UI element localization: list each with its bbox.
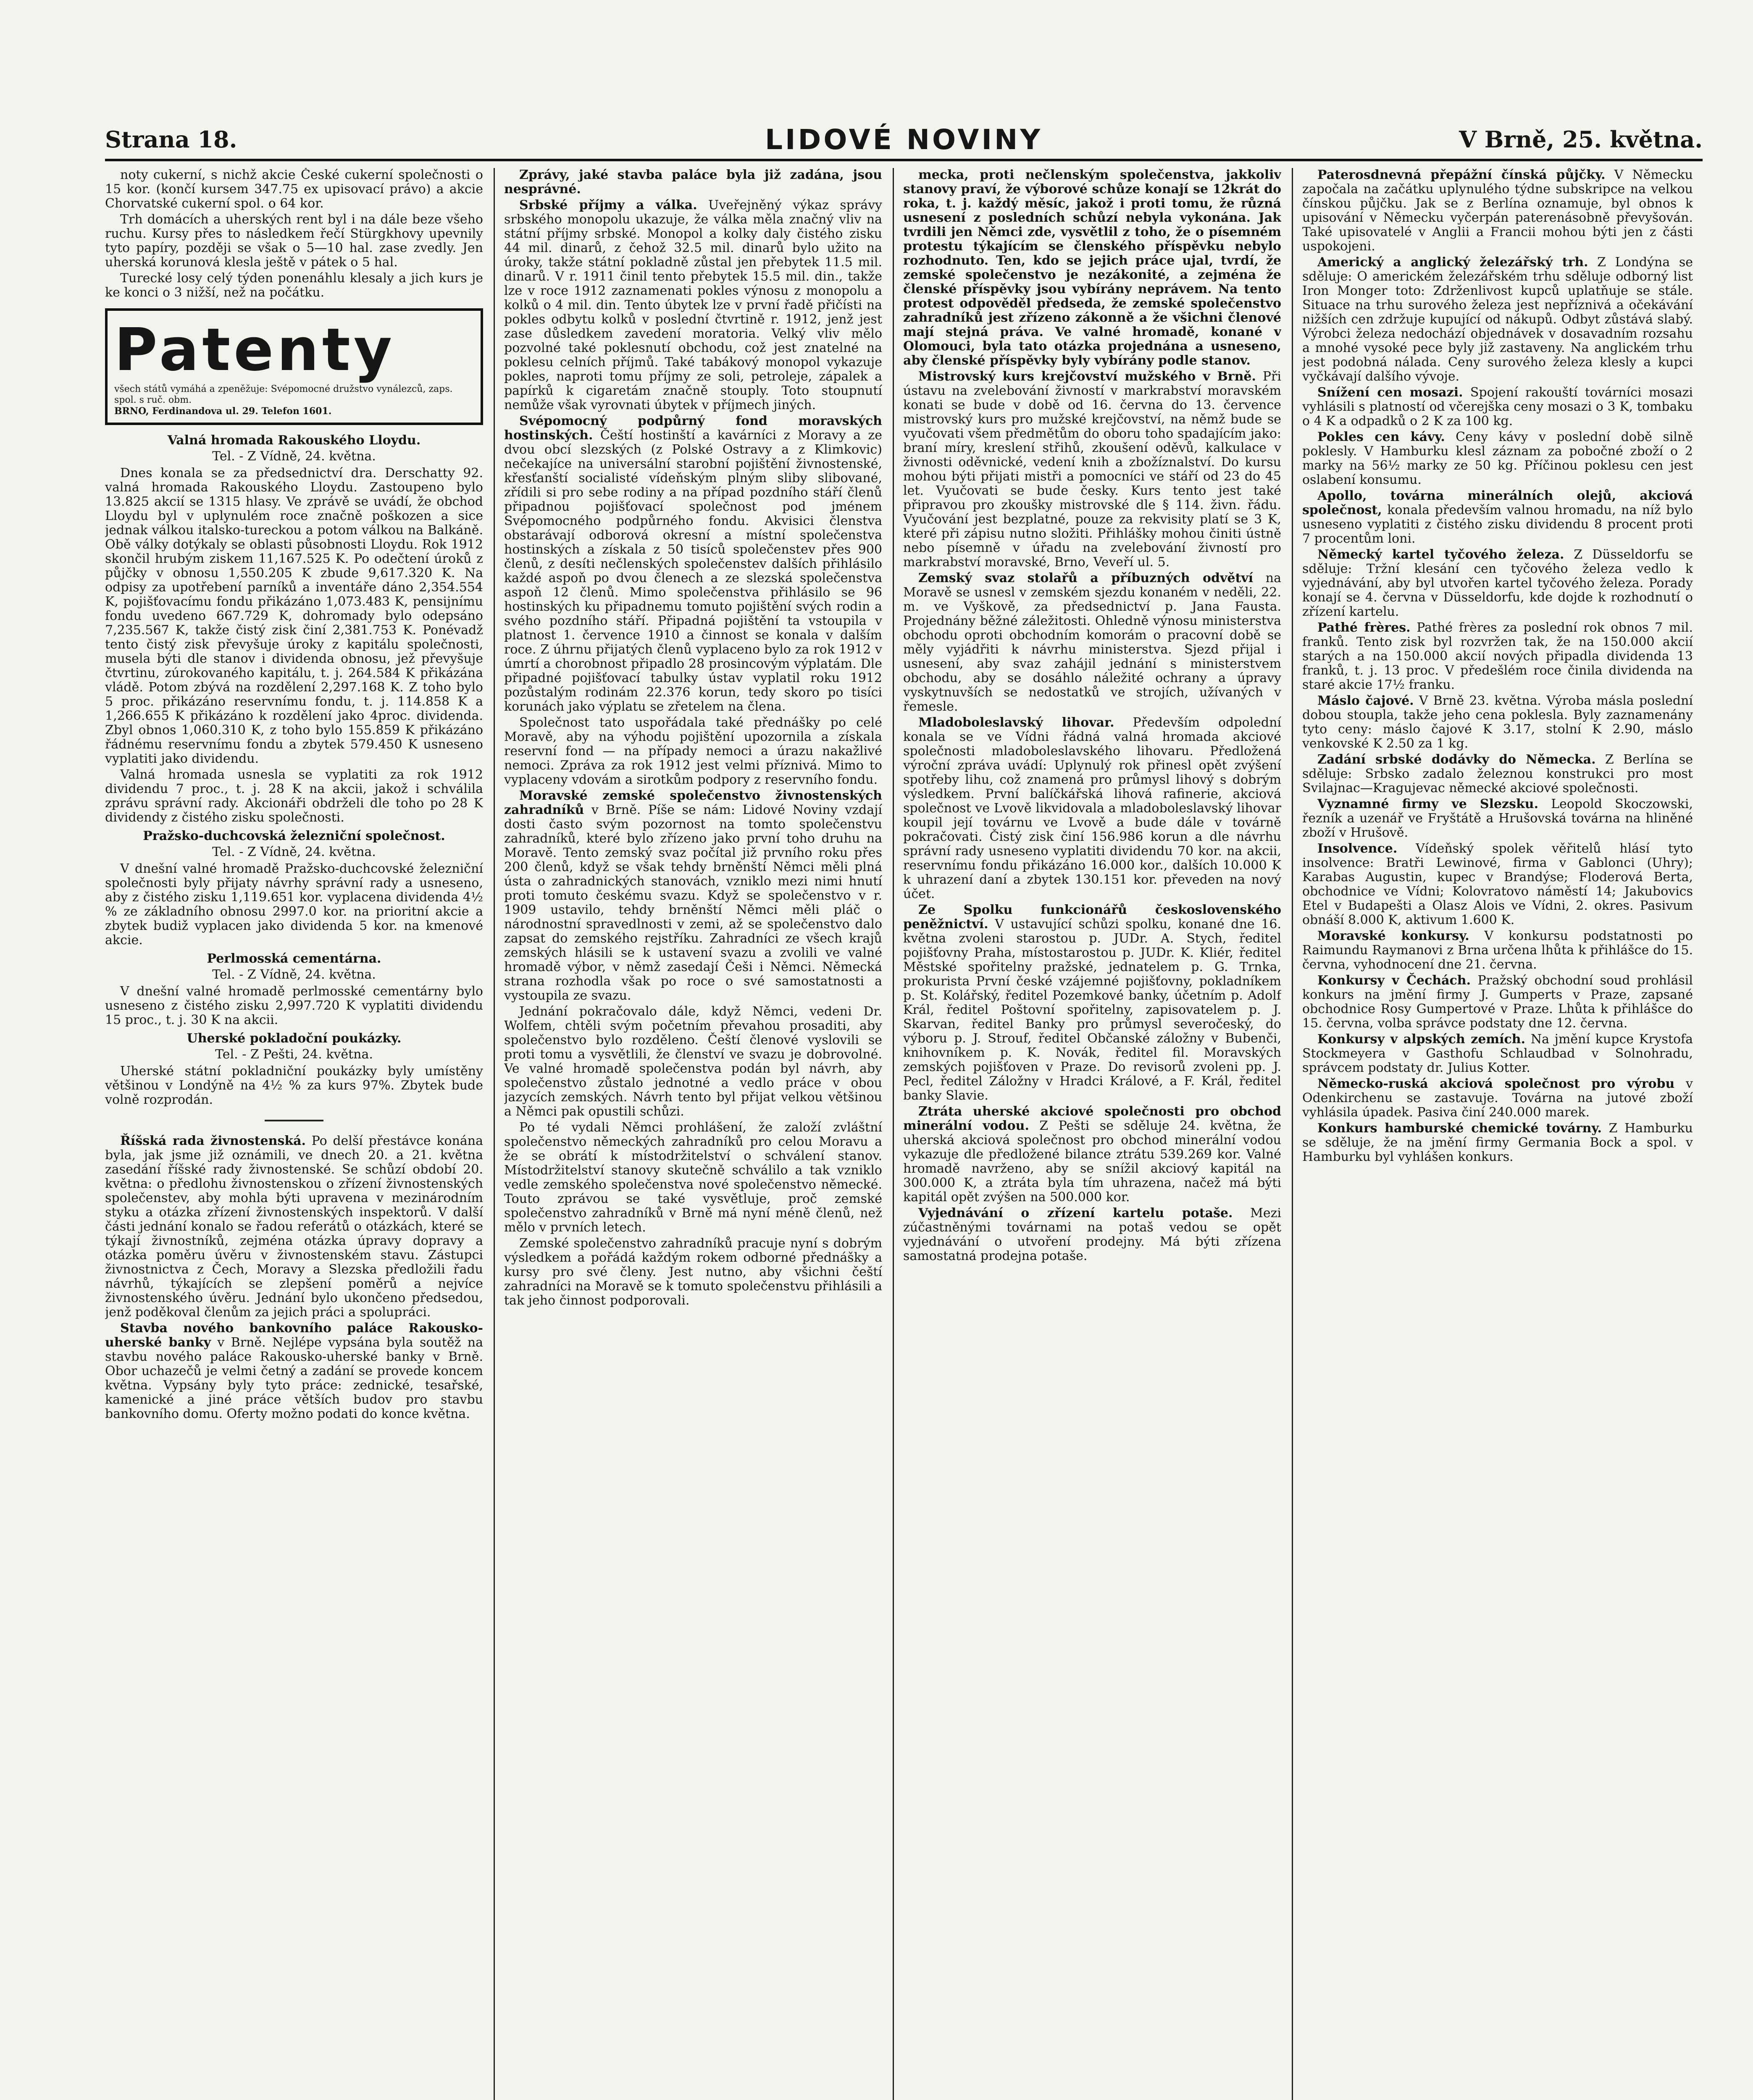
article-text: noty cukerní, s nichž akcie České cukerní společnosti o 15 kor. (končí kursem 347.75 ex upisovací právo) a akcie Chorvatské cukerní spol. o 64 kor. [105,168,483,211]
article-heading: Svépomocný podpůrný fond moravských hostinských. [504,414,882,443]
article-heading: Americký a anglický železářský trh. [1317,255,1588,270]
article-text: Pathé frères za poslední rok obnos 7 mil. franků. Tento zisk byl rozvržen tak, že na 150.000 akcií starých a na 150.000 akcií nových připadla dividenda 13 franků, t. j. 13 proc. V předešlém roce činila dividenda na staré akcie 17½ franku. [1302,620,1693,692]
article-text: Z Hamburku se sděluje, že na jmění firmy Germania Bock a spol. v Hamburku byl vyhlášen konkurs. [1302,1121,1693,1164]
article-heading: Vyznamné firmy ve Slezsku. [1317,797,1539,811]
article-text: V konkursu podstatnosti po Raimundu Raymanovi z Brna určena lhůta k přihlášce do 15. června, vyhodnocení dne 21. června. [1302,929,1693,972]
article-text: V ustavující schůzi spolku, konané dne 16. května zvoleni starostou p. JUDr. A. Stych, ředitel pojišťovny Praha, místostarostou p. JUDr. K. Kliér, ředitel Městské spořitelny pražské, jednatelem p. G. Trnka, prokurista První české vzájemné pojišťovny, pokladníkem p. St. Kolářský, ředitel Pozemkové banky, účetním p. Adolf Král, ředitel Poštovní spořitelny, zapisovatelem p. J. Skarvan, ředitel Banky pro průmysl severočeský, do výboru p. J. Strouf, ředitel Občanské záložny v Bubenči, knihovníkem p. K. Novák, ředitel fil. Moravských zemských pojišťoven v Praze. Do revisorů zvoleni pp. J. Pecl, ředitel Záložny v Hradci Králové, a F. Král, ředitel banky Slavie. [903,917,1281,1103]
article-text: V dnešní valné hromadě Pražsko-duchcovské železniční společnosti byly přijaty návrhy správní rady a usneseno, aby z čistého zisku 1,119.651 kor. vyplacena dividenda 4½ % ze základního obnosu 2997.0 kor. na prioritní akcie a zbytek budiž vyplacen jako dividenda 5 kor. na kmenové akcie. [105,861,483,948]
article-dateline: Tel. - Z Pešti, 24. května. [215,1047,373,1062]
article-heading: Valná hromada Rakouského Lloydu. [167,433,421,448]
section-separator [265,1120,323,1121]
article-text: Při ústavu na zvelebování živností v markrabství moravském konati se bude v době od 16. června do 13. července mistrovský kurs pro mužské krejčovství, na němž bude se vyučovati všem předmětům do oboru toho spadajícím jako: braní míry, kreslení střihů, zkoušení oděvů, kalkulace v živnosti oděvnické, vedení knih a zbožíznalství. Do kursu mohou býti přijati mistři a pomocníci ve stáří od 23 do 45 let. Vyučovati se bude česky. Kurs tento jest také připravou pro zkoušky mistrovské dle § 114. živn. řádu. Vyučování jest bezplatné, pouze za rekvisity platí se 3 K, které při zápisu nutno složiti. Přihlášky mohou činiti ústně nebo písemně v úřadu na zvelebování živností pro markrabství moravské, Brno, Veveří ul. 5. [903,369,1281,570]
issue-date: V Brně, 25. května. [1459,126,1703,153]
article-heading: Konkurs hamburské chemické továrny. [1317,1121,1602,1136]
column-divider [893,168,894,2100]
article-text: Z Düsseldorfu se sděluje: Tržní klesání cen tyčového železa vedlo k vyjednávání, aby byl utvořen kartel tyčového železa. Porady konají se 4. června v Düsseldorfu, kde dojde k rozhodnutí o zřízení kartelu. [1302,547,1693,619]
article-heading: Pražsko-duchcovská železniční společnost. [143,829,445,843]
article-text: Po té vydali Němci prohlášení, že založí zvláštní společenstvo německých zahradníků pro celou Moravu a že se obrátí k místodržitelství o schválení stanov. Místodržitelství stanovy skutečně schválilo a tak vzniklo vedle zemského společenstva nové společenstvo německé. Touto zprávou se také vysvětluje, proč zemské společenstvo zahradníků v Brně má nyní méně členů, než mělo v prvních letech. [504,1120,882,1235]
article-text: Čeští hostinští a kavárníci z Moravy a ze dvou obcí slezských (z Polské Ostravy a z Klimkovic) nečekajíce na universální starobní pojištění živnostenské, křesťanští socialisté vídeňským plným sliby slibované, zřídili si pro sebe rodiny a na případ pozdního stáří členů připadnou pojišťovací společnost pod jménem Svépomocného podpůrného fondu. Akvisici členstva obstarávají odborová okresní a místní společenstva hostinských a získala z 50 tisíců společenstev přes 900 členů, z desíti nečlenských společenstev dalších přihlásilo každé aspoň po dvou členech a ze slezská společenstva aspoň 12 členů. Mimo společenstva přihlásilo se 96 hostinských ku připadnemu tomuto pojištění svých rodin a svého pozdního stáří. Připadná pojištění ta vstoupila v platnost 1. července 1910 a činnost se konala v dalším roce. Z úhrnu přijatých členů vyplaceno bylo za rok 1912 v úmrtí a chorobnost připadlo 28 prosincovým výplatám. Dle připadné pojišťovací tabulky ústav vyplatil roku 1912 pozůstalým rodinám 22.376 korun, tedy skoro po tisíci korunách jako výplatu se zřetelem na člena. [504,428,882,714]
article-text: Po delší přestávce konána byla, jak jsme již oznámili, ve dnech 20. a 21. května zasedání říšské rady živnostenské. Se schůzí období 20. května: o předlohu živnostenskou o zřízení živnostenských společenstev, aby mohla býti upravena v mezinárodním styku a otázka zřízení živnostenských inspektorů. V další části jednání konalo se řadou referátů o otázkách, které se týkají živnostníků, zejména otázka úpravy dopravy a otázka poměru úvěru v živnostenském stavu. Zástupci živnostnictva z Čech, Moravy a Slezska předložili řadu návrhů, týkajících se zlepšení poměrů a nejvíce živnostenského úvěru. Jednání bylo ukončeno předsedou, jenž poděkoval členům za jejich práci a spolupráci. [105,1134,483,1320]
article-text: Společnost tato uspořádala také přednášky po celé Moravě, aby na výhodu pojištění upozornila a získala reservní fond — na případy nemoci a úrazu nakažlivé nemoci. Zpráva za rok 1912 jest velmi příznivá. Mimo to vyplaceny vdovám a sirotkům podpory z reservního fondu. [504,715,882,787]
article-text: Uherské státní pokladniční poukázky byly umístěny většinou v Londýně na 4½ % za kurs 97%. Zbytek bude volně rozprodán. [105,1064,483,1107]
article-heading: Snížení cen mosazi. [1317,385,1463,400]
article-heading: Paterosdnevná přepážní čínská půjčky. [1317,168,1606,182]
article-text: na Moravě se usnesl v zemském sjezdu konaném v neděli, 22. m. ve Vyškově, za předsednictví p. Jana Fausta. Projednány běžné záležitosti. Ohledně výnosu ministerstva obchodu oproti obchodním komorám o pracovní době se měly vyjádřiti k návrhu ministerstva. Sjezd přijal i usnesení, aby svaz zahájil jednání s ministerstvem obchodu, aby se dosáhlo náležité ochrany a úpravy vyskytnuvších se nedostatků ve strojích, užívaných v řemesle. [903,571,1281,714]
page-header [105,123,1703,160]
article-text: v Brně. Píše se nám: Lidové Noviny vzdají dosti často svým pozornost na tomto společenstvu zahradníků, které bylo zřízeno jako první toho druhu na Moravě. Tento zemský svaz počítal již prvního roku přes 200 členů, když se však tehdy brněnští Němci měli plná ústa o zahradnických stanovách, vzniklo mezi nimi hnutí proti tomuto českému svazu. Když se společenstvo v r. 1909 ustavilo, tehdy brněnští Němci měli pláč o národnostní spravedlnosti v zemi, až se společenstvo dalo zapsat do zemského rejstříku. Zahradníci ze všech krajů zemských hlásili se k ustavení svazu a zvolili ve valné hromadě výbor, v němž zasedají Češi i Němci. Německá strana rozhodla však po roce o své samostatnosti a vystoupila ze svazu. [504,803,882,1003]
article-text: Uveřejněný výkaz správy srbského monopolu ukazuje, že válka měla značný vliv na státní příjmy srbské. Monopol a kolky daly čistého zisku 44 mil. dinarů, z čehož 32.5 mil. dinarů bylo užito na úroky, takže státní pokladně zůstal jen přebytek 11.5 mil. dinarů. V r. 1911 činil tento přebytek 15.5 mil. din., takže lze v roce 1912 zaznamenati pokles výnosu z monopolu a kolků o 4 mil. din. Tento úbytek lze v první řadě přičísti na pokles odbytu kolků v poslední čtvrtině r. 1912, jenž jest zase důsledkem zavedení moratoria. Velký vliv mělo pozvolné také poklesnutí obchodu, což jest znatelné na poklesu celních příjmů. Také tabákový monopol vykazuje pokles, naproti tomu příjmy ze soli, petroleje, zápalek a papírků k cigaretám značně stouply. Toto stoupnutí nemůže však vyrovnati úbytek v příjmech jiných. [504,198,882,412]
article-text: v Odenkirchenu se zastavuje. Továrna na jutové zboží vyhlásila úpadek. Pasiva činí 240.000 marek. [1302,1076,1693,1120]
article-heading: Německý kartel tyčového železa. [1317,547,1564,562]
article-heading: Insolvence. [1317,841,1398,856]
article-text: Turecké losy celý týden ponenáhlu klesaly a jich kurs je ke konci o 3 nižší, než na počátku. [105,271,483,300]
page-number: Strana 18. [105,126,237,153]
column-4 [1302,168,1693,2100]
article-text: Z Londýna se sděluje: O americkém železářském trhu sděluje odborný list Iron Monger toto: Zdrženlivost kupců uplatňuje se stále. Situace na trhu surového železa jest nepříznivá a očekávání nižších cen zdržuje kupující od nákupů. Odbyt zůstává slabý. Výrobci železa nedochází objednávek v dosavadním rozsahu a mnohé vysoké pece byly již zastaveny. Na anglickém trhu jest podobná nálada. Ceny surového železa klesly a kupci vyčkávají dalšího vývoje. [1302,255,1693,384]
column-3 [903,168,1281,2100]
article-heading: Apollo, továrna minerálních olejů, akciová společnost, [1302,488,1693,517]
article-heading: Říšská rada živnostenská. [120,1134,306,1148]
article-text: V dnešní valné hromadě perlmosské cementárny bylo usneseno z čistého zisku 2,997.720 K vyplatiti dividendu 15 proc., t. j. 30 K na akcii. [105,984,483,1027]
article-heading: Německo-ruská akciová společnost pro výrobu [1317,1076,1675,1091]
ad-address: BRNO, Ferdinandova ul. 29. Telefon 1601. [114,406,332,417]
article-heading: Srbské příjmy a válka. [519,198,697,213]
article-text: Vídeňský spolek věřitelů hlásí tyto insolvence: Bratři Lewinové, firma v Gablonci (Uhry); Karabas Augustin, kupec v Brandýse; Floderová Berta, obchodnice ve Vídni; Kolovratovo náměstí 14; Jakubovics Etel v Budapešti a Olasz Alois ve Vídni, 2. okres. Pasivum obnáší 8.000 K, aktivum 1.600 K. [1302,841,1693,927]
article-dateline: Tel. - Z Vídně, 24. května. [212,845,376,859]
article-heading: Konkursy v alpských zemích. [1317,1032,1526,1047]
article-heading: Konkursy v Čechách. [1317,973,1471,988]
column-2 [504,168,882,2100]
column-1 [105,168,483,2100]
article-dateline: Tel. - Z Vídně, 24. května. [212,967,376,982]
article-text: V Brně 23. května. Výroba másla poslední dobou stoupla, takže jeho cena poklesla. Byly zaznamenány tyto ceny: máslo čajové K 3.17, stolní K 2.90, máslo venkovské K 2.50 za 1 kg. [1302,693,1693,751]
article-text: Zemské společenstvo zahradníků pracuje nyní s dobrým výsledkem a pořádá každým rokem odborné přednášky a kursy pro své členy. Jest nutno, aby všichni čeští zahradníci na Moravě se k tomuto společenstvu přihlásili a tak jeho činnost podporovali. [504,1236,882,1308]
article-heading: Pathé frères. [1317,620,1411,635]
article-heading: Máslo čajové. [1317,693,1414,708]
article-dateline: Tel. - Z Vídně, 24. května. [212,449,376,464]
article-text: Trh domácích a uherských rent byl i na dále beze všeho ruchu. Kursy přes to následkem řečí Stürgkhovy upevnily tyto papíry, později se však o 5—10 hal. zase zvedly. Jen uherská korunová klesla ještě v pátek o 5 hal. [105,212,483,270]
article-heading: Moravské konkursy. [1317,929,1469,943]
article-text: Především odpolední konala se ve Vídni řádná valná hromada akciové společnosti mladoboleslavského lihovaru. Předložená výroční zpráva uvádí: Uplynulý rok přinesl opět zvýšení spotřeby lihu, což znamená pro průmysl lihový s dobrým výsledkem. První balíčkářská lihová rafinerie, akciová společnost ve Lvově likvidovala a mladoboleslavský lihovar koupil její továrnu ve Lvově a bude dále v továrně pokračovati. Čistý zisk činí 156.986 korun a dle návrhu správní rady usneseno vyplatiti dividendu 70 kor. na akcii, reservnímu fondu přikázáno 16.000 kor., dalších 10.000 K k uhrazení daní a zbytek 130.151 kor. převeden na nový účet. [903,715,1281,901]
article-text: Valná hromada usnesla se vyplatiti za rok 1912 dividendu 7 proc., t. j. 28 K na akcii, jakož i schválila zprávu správní rady. Akcionáři obdrželi dle toho po 28 K dividendy z čistého zisku společnosti. [105,767,483,825]
article-text: V Německu započala na začátku uplynulého týdne subskripce na velkou čínskou půjčku. Jak se z Berlína oznamuje, byl obnos k upisování v Německu vyčerpán paterenásobně převyšován. Také upisovatelé v Anglii a Francii mohou býti jen z části uspokojeni. [1302,168,1693,254]
article-heading: Ztráta uherské akciové společnosti pro obchod minerální vodou. [903,1104,1281,1133]
article-text: mecka, proti nečlenským společenstva, jakkoliv stanovy praví, že výborové schůze konají se 12krát do roka, t. j. každý měsíc, jakož i proti tomu, že různá usnesení z posledních schůzí nebyla vykonána. Jak tvrdili jen Němci zde, vysvětlil z toho, že o písemném protestu týkajícím se členského příspěvku nebylo rozhodnuto. Ten, kdo se jejich práce ujal, tvrdí, že zemské společenstvo je nezákonité, a zejména že členské příspěvky jsou vybírány neprávem. Na tento protest odpověděl předseda, že zemské společenstvo zahradníků jest zřízeno zákonně a že všichni členové mají stejná práva. Ve valné hromadě, konané v Olomouci, byla tato otázka projednána a usneseno, aby členské příspěvky byly vybírány podle stanov. [903,168,1281,368]
ad-text: všech států vymáhá a zpeněžuje: Svépomocné družstvo vynálezců, zaps. spol. s ruč. obm. [114,384,453,405]
article-text: v Brně. Nejlépe vypsána byla soutěž na stavbu nového paláce Rakousko-uherské banky v Brně. Obor uchazečů je velmi četný a zadání se provede koncem května. Vypsány byly tyto práce: zednické, tesařské, kamenické a jiné práce větších budov pro stavbu bankovního domu. Oferty možno podati do konce května. [105,1335,483,1421]
article-heading: Zemský svaz stolařů a příbuzných odvětví [918,571,1254,585]
article-heading: Uherské pokladoční poukázky. [187,1031,402,1046]
article-heading: Zadání srbské dodávky do Německa. [1317,752,1596,767]
ad-title: Patenty [114,316,396,384]
article-text: Ceny kávy v poslední době silně poklesly. V Hamburku klesl záznam za pobočné zboží o 2 marky na 56½ marky ze 50 kg. Příčinou poklesu cen jest oslabení konsumu. [1302,430,1693,487]
article-text: Z Pešti se sděluje 24. května, že uherská akciová společnost pro obchod minerální vodou vykazuje dle předložené bilance ztrátu 539.269 kor. Valné hromadě navrženo, aby se snížil akciový kapitál na 300.000 K, a ztráta byla tím uhrazena, načež má býti kapitál opět zvýšen na 500.000 kor. [903,1118,1281,1205]
article-text: Pražský obchodní soud prohlásil konkurs na jmění firmy J. Gumperts v Praze, zapsané obchodnice Rosy Gumpertové v Praze. Lhůta k přihlášce do 15. června, volba správce podstaty dne 12. června. [1302,973,1693,1031]
column-divider [494,168,495,2100]
article-heading: Vyjednávání o zřízení kartelu potaše. [918,1206,1233,1221]
article-heading: Stavba nového bankovního paláce Rakousko-uherské banky [105,1321,483,1350]
article-text: Jednání pokračovalo dále, když Němci, vedeni Dr. Wolfem, chtěli svým početním převahou prosaditi, aby společenstvo bylo rozděleno. Čeští členové vyslovili se proti tomu a vysvětlili, že členství ve svazu je dobrovolné. Ve valné hromadě společenstva podán byl návrh, aby společenstvo zůstalo jednotné a vedlo práce v obou jazycích zemských. Návrh tento byl přijat velkou většinou a Němci pak opustili schůzi. [504,1004,882,1119]
article-heading: Mistrovský kurs krejčovství mužského v Brně. [918,369,1256,384]
article-text: Dnes konala se za předsednictví dra. Derschatty 92. valná hromada Rakouského Lloydu. Zastoupeno bylo 13.825 akcií se 1315 hlasy. Ve zprávě se uvádí, že obchod Lloydu byl v uplynulém roce značně poškozen a sice jednak válkou italsko-tureckou a potom válkou na Balkáně. Obě války dotýkaly se oblasti působnosti Lloydu. Rok 1912 skončil hrubým ziskem 11,167.525 K. Po odečtení úroků z půjčky v obnosu 1,550.205 K zbude 9,617.320 K. Na odpisy za upotřebení parníků a inventáře dáno 2,354.554 K, pojišťovacímu fondu přikázáno 1,073.483 K, pensijnímu fondu uvedeno 667.729 K, dohromady bylo odepsáno 7,235.567 K, takže čistý zisk činí 2,381.753 K. Ponévadž tento čistý zisk převyšuje úroky z kapitálu společnosti, musela býti dle stanov i dividenda obnosu, jež převyšuje čtvrtinu, zúrokovaného kapitálu, t. j. 264.584 K přikázána vládě. Potom zbývá na rozdělení 2,297.168 K. Z toho bylo 5 proc. přikázáno reservnímu fondu, t. j. 114.858 K a 1,266.655 K přikázáno k rozdělení jako 4proc. dividenda. Zbyl obnos 1,060.310 K, z toho bylo 155.859 K přikázáno řádnému reservnímu fondu a zbytek 579.450 K usneseno vyplatiti jako dividendu. [105,466,483,766]
patent-advertisement [105,308,483,425]
article-heading: Perlmosská cementárna. [207,951,381,966]
article-text: Spojení rakouští továrníci mosazi vyhlásili s platností od včerejška ceny mosazi o 3 K, tombaku o 4 K a odpadků o 2 K za 100 kg. [1302,385,1693,428]
article-heading: Moravské zemské společenstvo živnostenských zahradníků [504,788,882,817]
article-heading: Mladoboleslavský lihovar. [918,715,1114,730]
column-divider [1292,168,1293,2100]
article-heading: Ze Spolku funkcionářů československého peněžnictví. [903,903,1281,932]
header-rule [105,159,1703,161]
article-heading: Pokles cen kávy. [1317,430,1445,444]
article-text: Zprávy, jaké stavba paláce byla již zadána, jsou nesprávné. [504,168,882,197]
article-text: Leopold Skoczowski, řezník a uzenář ve Fryštátě a Hrušovská továrna na hliněné zboží v Hrušově. [1302,797,1693,840]
newspaper-title: LIDOVÉ NOVINY [765,123,1043,156]
article-text: konala především valnou hromadu, na níž bylo usneseno vyplatiti z čistého zisku dividendu 8 procent proti 7 procentům loni. [1302,503,1693,546]
article-text: Na jmění kupce Krystofa Stockmeyera v Gasthofu Schlaudbad v Solnohradu, správcem podstaty dr. Julius Kotter. [1302,1032,1693,1075]
article-text: Mezi zúčastněnými továrnami na potaš vedou se opět vyjednávání o utvoření prodejny. Má býti zřízena samostatná prodejna potaše. [903,1206,1281,1263]
article-text: Z Berlína se sděluje: Srbsko zadalo železnou konstrukci pro most Svilajnac—Kragujevac německé akciové společnosti. [1302,752,1693,795]
